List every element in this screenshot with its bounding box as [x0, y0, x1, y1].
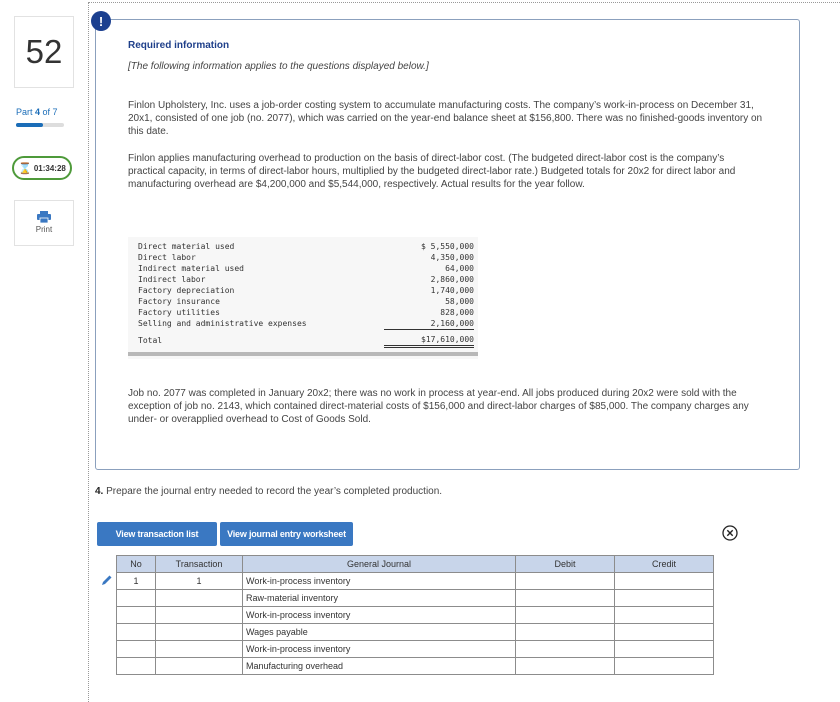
entry-debit[interactable]	[516, 641, 615, 658]
entry-account[interactable]: Wages payable	[243, 624, 516, 641]
table-bottom-rule	[128, 352, 478, 356]
expense-label: Factory depreciation	[138, 286, 235, 295]
table-row[interactable]	[117, 573, 714, 590]
entry-no	[117, 658, 156, 675]
expense-label: Direct labor	[138, 253, 196, 262]
table-row	[138, 241, 474, 252]
col-header-credit: Credit	[615, 556, 714, 573]
entry-account[interactable]: Raw-material inventory	[243, 590, 516, 607]
expense-label: Direct material used	[138, 242, 235, 251]
print-label: Print	[35, 225, 53, 234]
expense-label: Indirect material used	[138, 264, 244, 273]
table-row	[138, 285, 474, 296]
entry-account[interactable]: Work-in-process inventory	[243, 607, 516, 624]
part-progress-bar	[16, 123, 64, 127]
entry-debit[interactable]	[516, 607, 615, 624]
expense-label: Selling and administrative expenses	[138, 319, 307, 329]
pencil-icon[interactable]	[101, 574, 113, 586]
table-row[interactable]	[117, 624, 714, 641]
entry-transaction	[156, 624, 243, 641]
expense-amount: $ 5,550,000	[421, 242, 474, 251]
entry-transaction	[156, 641, 243, 658]
entry-debit[interactable]	[516, 573, 615, 590]
entry-debit[interactable]	[516, 624, 615, 641]
entry-account[interactable]: Work-in-process inventory	[243, 573, 516, 590]
entry-transaction	[156, 590, 243, 607]
expense-amount: 828,000	[440, 308, 474, 317]
part-of-total: of 7	[40, 107, 58, 117]
table-row	[138, 318, 474, 330]
view-journal-entry-worksheet-button[interactable]: View journal entry worksheet	[220, 522, 353, 546]
col-header-debit: Debit	[516, 556, 615, 573]
printer-icon	[37, 211, 51, 223]
question-text: Prepare the journal entry needed to record the year’s completed production.	[103, 486, 443, 497]
table-row[interactable]	[117, 607, 714, 624]
total-label: Total	[138, 335, 163, 345]
expense-label: Factory insurance	[138, 297, 220, 306]
table-row	[138, 274, 474, 285]
part-current: 4	[35, 107, 41, 117]
question-number-box	[14, 16, 74, 88]
expense-amount: 1,740,000	[430, 286, 474, 295]
question-number: 52	[25, 33, 63, 70]
entry-credit[interactable]	[615, 658, 714, 675]
info-paragraph-2: Finlon applies manufacturing overhead to production on the basis of direct-labor cost. (The budgeted direct-labor cost is the company’s practical capacity, in terms of direct-labor hours, multiplied by the budgeted direct-labor rate.) Budgeted totals for 20x2 for direct labor and manufacturing overhead are $4,200,000 and $5,544,000, respectively. Actual results for the year follow.	[128, 153, 736, 190]
info-paragraph-3: Job no. 2077 was completed in January 20x2; there was no work in process at year-end. All jobs produced during 20x2 were sold with the exception of job no. 2143, which contained direct-material costs of $156,000 and direct-labor charges of $85,000. The company charges any under- or overapplied overhead to Cost of Goods Sold.	[128, 388, 749, 425]
expense-amount: 2,860,000	[430, 275, 474, 284]
info-title: Required information	[128, 40, 230, 51]
expense-amount: 64,000	[445, 264, 474, 273]
entry-account[interactable]: Work-in-process inventory	[243, 641, 516, 658]
entry-transaction	[156, 607, 243, 624]
entry-no	[117, 641, 156, 658]
part-indicator	[16, 107, 58, 117]
frame-left-border	[88, 2, 89, 702]
entry-no	[117, 624, 156, 641]
expense-amount: 4,350,000	[430, 253, 474, 262]
part-prefix: Part	[16, 107, 36, 117]
frame-top-border	[88, 2, 840, 3]
required-information-panel	[95, 19, 800, 470]
expense-amount: 58,000	[445, 297, 474, 306]
col-header-general-journal: General Journal	[243, 556, 516, 573]
col-header-transaction: Transaction	[156, 556, 243, 573]
entry-credit[interactable]	[615, 573, 714, 590]
total-amount: $17,610,000	[384, 330, 474, 347]
info-subtitle: [The following information applies to the questions displayed below.]	[128, 61, 429, 72]
entry-credit[interactable]	[615, 641, 714, 658]
table-row	[138, 252, 474, 263]
expense-label: Factory utilities	[138, 308, 220, 317]
entry-transaction	[156, 658, 243, 675]
entry-no	[117, 607, 156, 624]
col-header-no: No	[117, 556, 156, 573]
table-row[interactable]	[117, 641, 714, 658]
table-row	[138, 263, 474, 274]
close-icon[interactable]	[722, 525, 738, 541]
view-transaction-list-button[interactable]: View transaction list	[97, 522, 217, 546]
entry-debit[interactable]	[516, 658, 615, 675]
info-paragraph-1: Finlon Upholstery, Inc. uses a job-order costing system to accumulate manufacturing costs. The company’s work-in-process on December 31, 20x1, consisted of one job (no. 2077), which was carried on the year-end balance sheet at $156,800. There was no finished-goods inventory on this date.	[128, 100, 763, 137]
table-row[interactable]	[117, 590, 714, 607]
hourglass-icon: ⌛	[18, 162, 32, 175]
question-prompt	[95, 486, 442, 497]
entry-credit[interactable]	[615, 624, 714, 641]
question-number-label: 4.	[95, 486, 104, 497]
table-row[interactable]	[117, 658, 714, 675]
entry-transaction: 1	[156, 573, 243, 590]
entry-account[interactable]: Manufacturing overhead	[243, 658, 516, 675]
table-row	[138, 296, 474, 307]
timer[interactable]	[12, 156, 72, 180]
print-button[interactable]	[14, 200, 74, 246]
entry-debit[interactable]	[516, 590, 615, 607]
part-progress-fill	[16, 123, 43, 127]
entry-no	[117, 590, 156, 607]
entry-credit[interactable]	[615, 607, 714, 624]
entry-no: 1	[117, 573, 156, 590]
actual-results-table	[128, 233, 478, 357]
total-row	[138, 330, 474, 347]
general-journal-table	[116, 555, 714, 675]
table-row	[138, 307, 474, 318]
timer-value: 01:34:28	[33, 163, 66, 173]
expenses-table	[138, 241, 474, 348]
expense-label: Indirect labor	[138, 275, 206, 284]
entry-credit[interactable]	[615, 590, 714, 607]
alert-icon: !	[91, 11, 111, 31]
journal-header-row	[117, 556, 714, 573]
expense-amount: 2,160,000	[384, 318, 474, 330]
